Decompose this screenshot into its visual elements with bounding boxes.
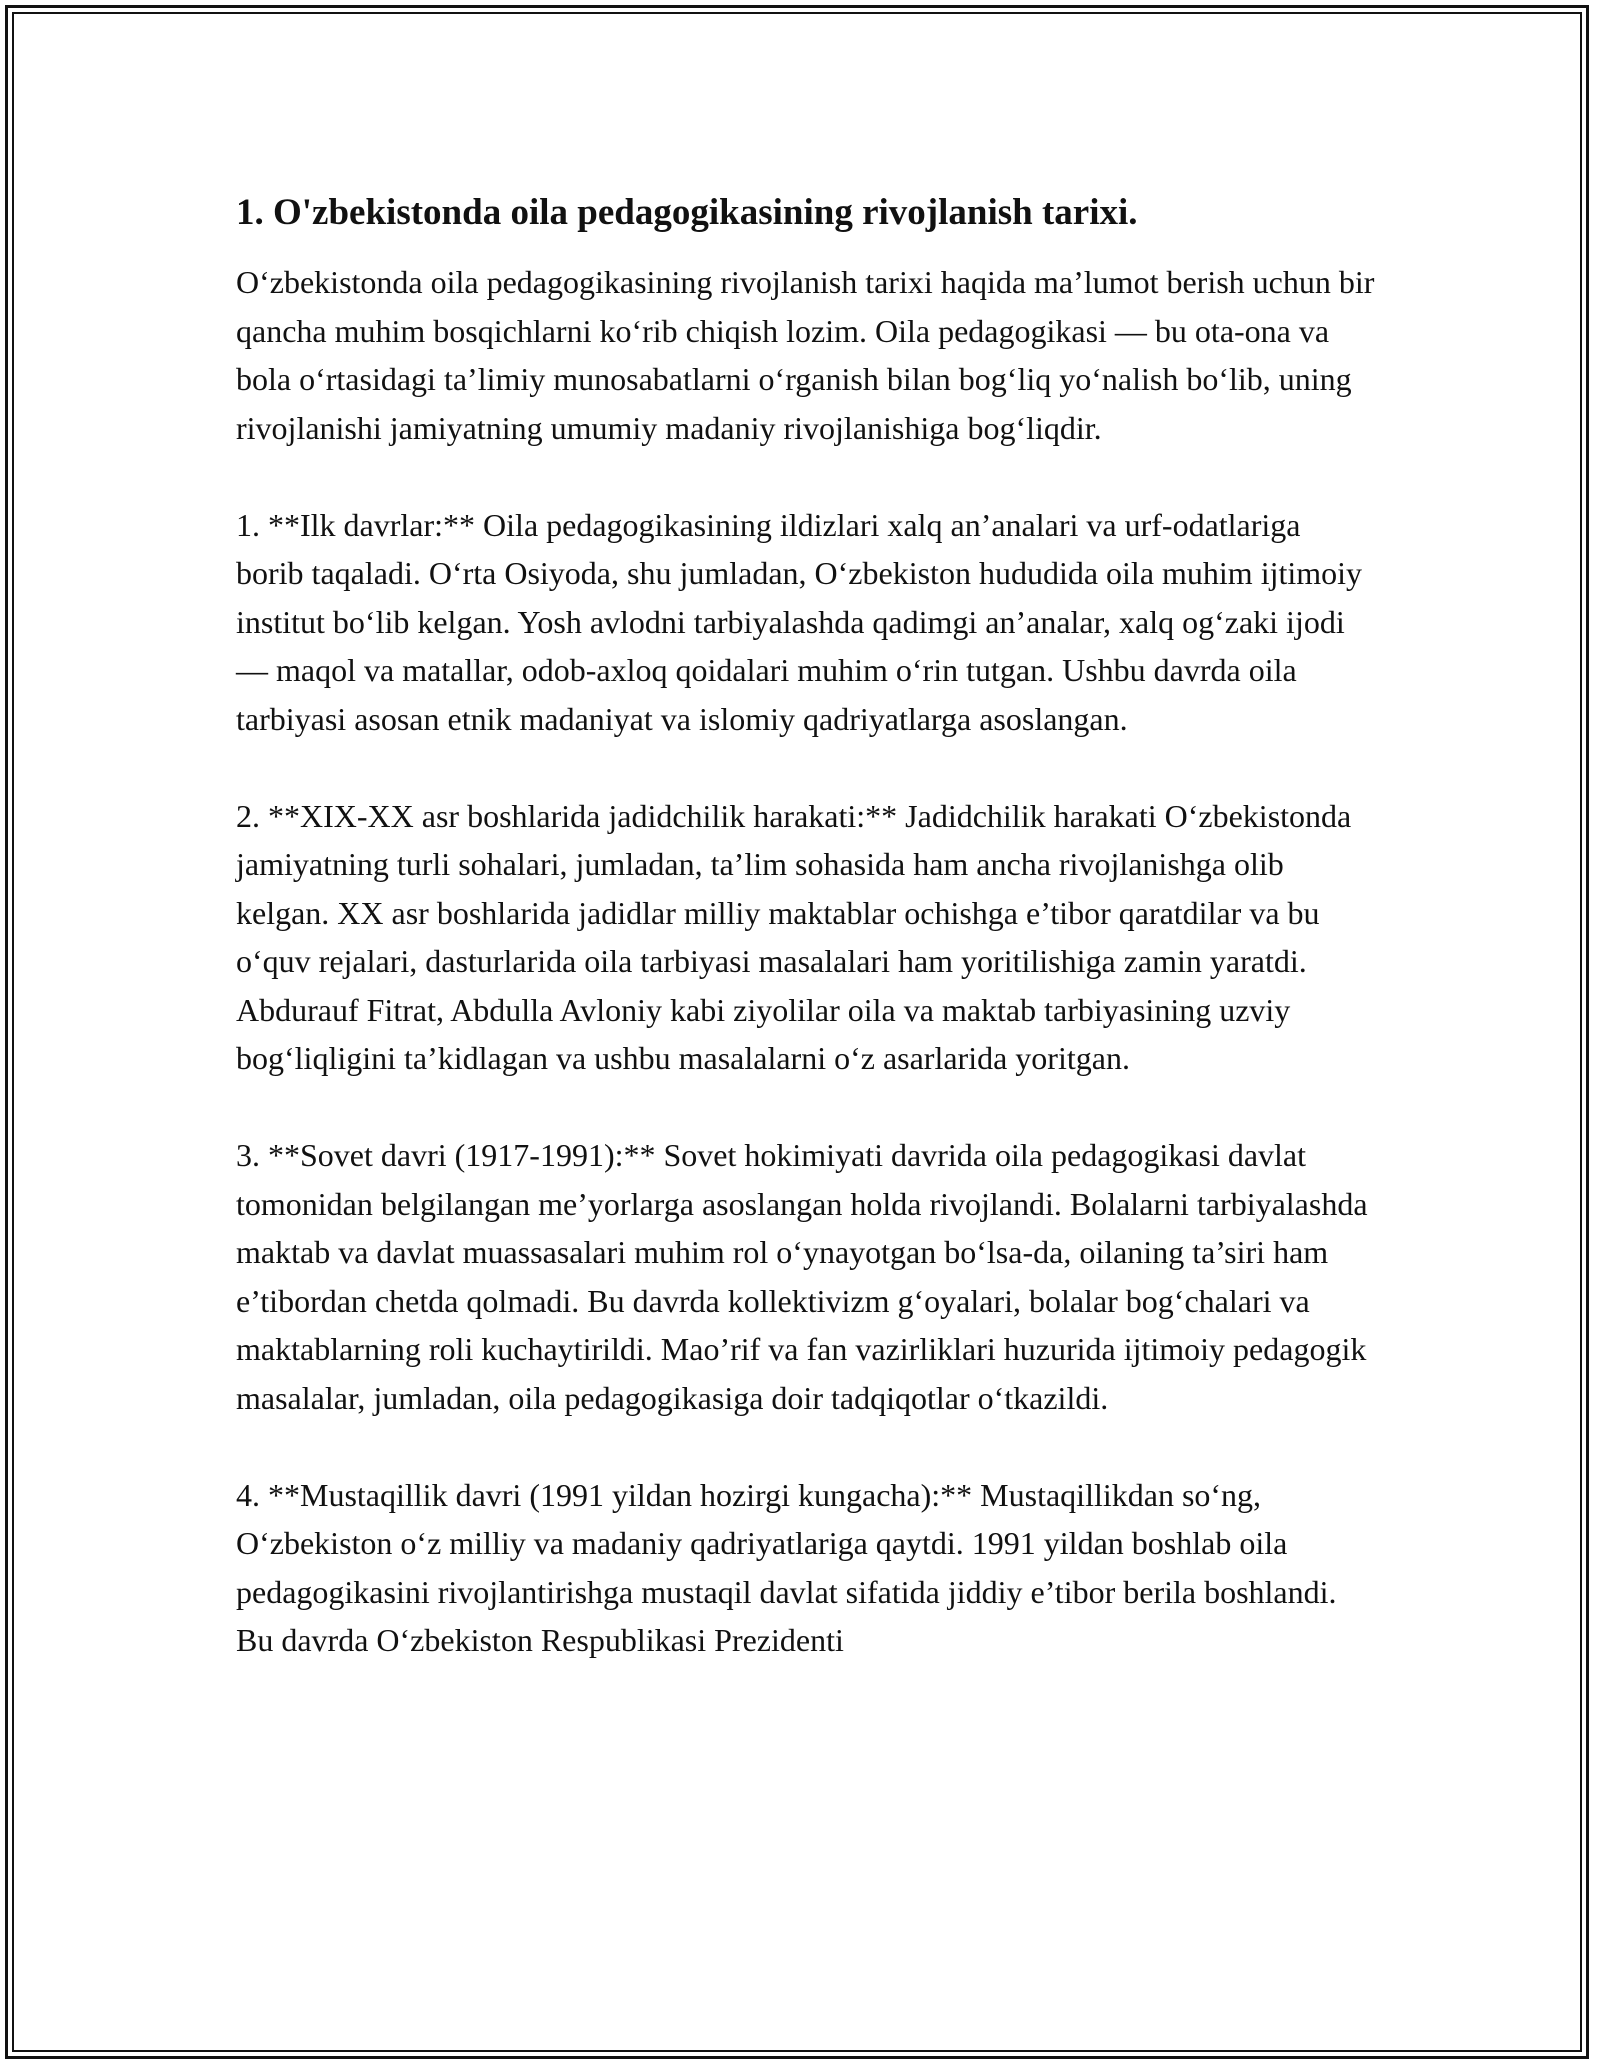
paragraph-soviet-period: 3. **Sovet davri (1917-1991):** Sovet hokimiyati davrida oila pedagogikasi davlat tomonidan belgilangan me’yorlarga asoslangan holda rivojlandi. Bolalarni tarbiyalashda maktab va davlat muassasalari muhim rol o‘ynayotgan bo‘lsa-da, oilaning ta’siri ham e’tibordan chetda qolmadi. Bu davrda kollektivizm g‘oyalari, bolalar bog‘chalari va maktablarning roli kuchaytirildi. Mao’rif va fan vazirliklari huzurida ijtimoiy pedagogik masalalar, jumladan, oila pedagogikasiga doir tadqiqotlar o‘tkazildi. bbox=[236, 1137, 1368, 1416]
document-body bbox=[236, 188, 1376, 1713]
paragraph-independence-period: 4. **Mustaqillik davri (1991 yildan hozirgi kungacha):** Mustaqillikdan so‘ng, O‘zbekiston o‘z milliy va madaniy qadriyatlariga qaytdi. 1991 yildan boshlab oila pedagogikasini rivojlantirishga mustaqil davlat sifatida jiddiy e’tibor berila boshlandi. Bu davrda O‘zbekiston Respublikasi Prezidenti bbox=[236, 1476, 1337, 1658]
paragraph-early-periods: 1. **Ilk davrlar:** Oila pedagogikasining ildizlari xalq an’analari va urf-odatlariga borib taqaladi. O‘rta Osiyoda, shu jumladan, O‘zbekiston hududida oila muhim ijtimoiy institut bo‘lib kelgan. Yosh avlodni tarbiyalashda qadimgi an’analar, xalq og‘zaki ijodi — maqol va matallar, odob-axloq qoidalari muhim o‘rin tutgan. Ushbu davrda oila tarbiyasi asosan etnik madaniyat va islomiy qadriyatlarga asoslangan. bbox=[236, 506, 1363, 737]
document-title: 1. O'zbekistonda oila pedagogikasining rivojlanish tarixi. bbox=[236, 192, 1138, 233]
paragraph-jadid-movement: 2. **XIX-XX asr boshlarida jadidchilik harakati:** Jadidchilik harakati O‘zbekistonda jamiyatning turli sohalari, jumladan, ta’lim sohasida ham ancha rivojlanishga olib kelgan. XX asr boshlarida jadidlar milliy maktablar ochishga e’tibor qaratdilar va bu o‘quv rejalari, dasturlarida oila tarbiyasi masalalari ham yoritilishiga zamin yaratdi. Abdurauf Fitrat, Abdulla Avloniy kabi ziyolilar oila va maktab tarbiyasining uzviy bog‘liqligini ta’kidlagan va ushbu masalalarni o‘z asarlarida yoritgan. bbox=[236, 797, 1352, 1076]
intro-paragraph: O‘zbekistonda oila pedagogikasining rivojlanish tarixi haqida ma’lumot berish uchun bir qancha muhim bosqichlarni ko‘rib chiqish lozim. Oila pedagogikasi — bu ota-ona va bola o‘rtasidagi ta’limiy munosabatlarni o‘rganish bilan bog‘liq yo‘nalish bo‘lib, uning rivojlanishi jamiyatning umumiy madaniy rivojlanishiga bog‘liqdir. bbox=[236, 264, 1375, 446]
